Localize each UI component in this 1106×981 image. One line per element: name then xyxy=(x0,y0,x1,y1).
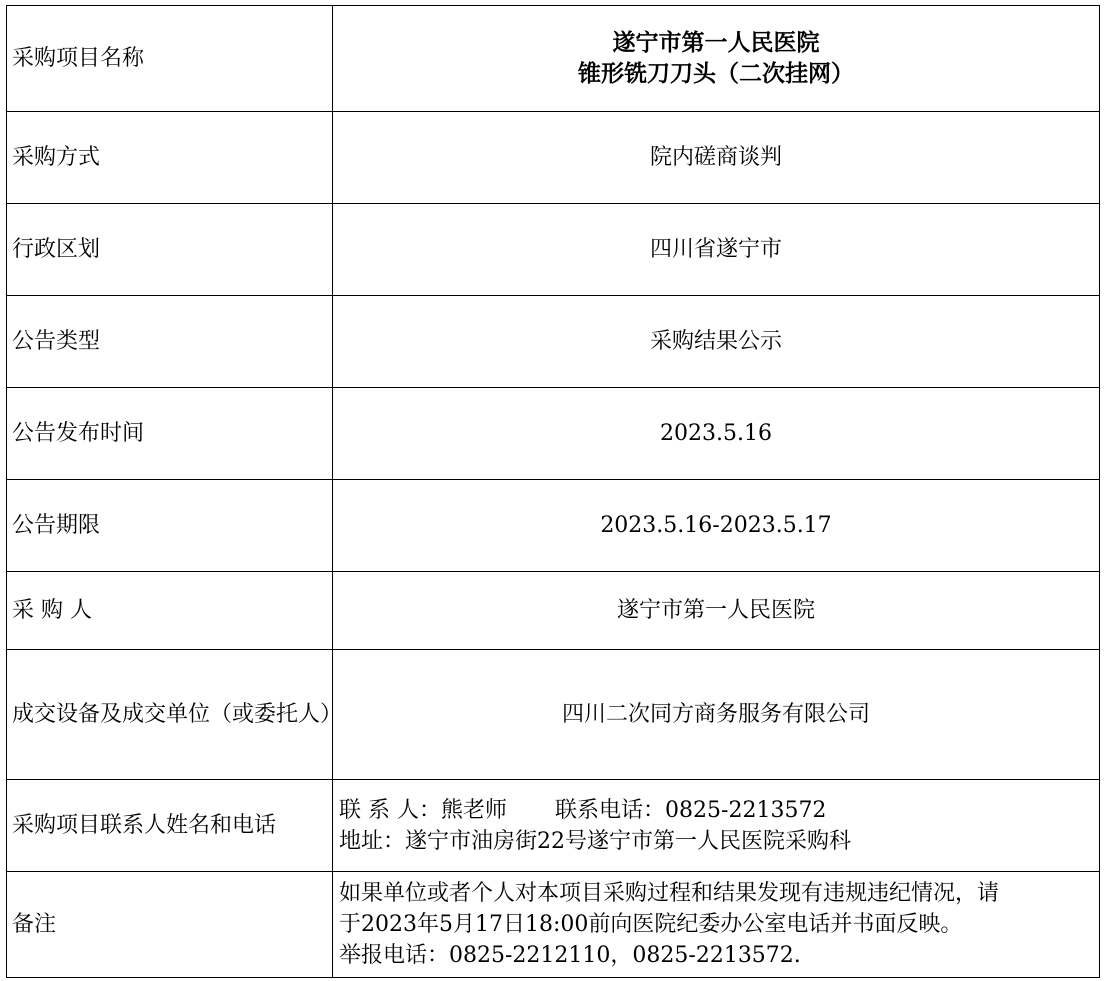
table-row xyxy=(7,388,1100,480)
table-row xyxy=(7,780,1100,872)
purchaser-value: 遂宁市第一人民医院 xyxy=(333,572,1100,650)
winning-supplier-value: 四川二次同方商务服务有限公司 xyxy=(333,650,1100,780)
notice-type-value: 采购结果公示 xyxy=(333,296,1100,388)
contact-name: 熊老师 xyxy=(441,797,508,823)
table-row xyxy=(7,650,1100,780)
row-label: 公告期限 xyxy=(7,480,333,572)
remarks-line: 于2023年5月17日18:00前向医院纪委办公室电话并书面反映。 xyxy=(339,912,963,937)
row-label: 成交设备及成交单位（或委托人） xyxy=(7,650,333,780)
row-label: 公告类型 xyxy=(7,296,333,388)
row-label: 备注 xyxy=(7,872,333,978)
remarks-cell xyxy=(333,872,1100,978)
procurement-notice-table xyxy=(6,5,1100,978)
contact-cell xyxy=(333,780,1100,872)
procurement-method-value: 院内磋商谈判 xyxy=(333,112,1100,204)
contact-phone: 0825-2213572 xyxy=(665,797,827,823)
table-row xyxy=(7,112,1100,204)
table-row xyxy=(7,572,1100,650)
project-name-cell xyxy=(333,6,1100,112)
contact-line xyxy=(339,795,1099,826)
publish-date-value: 2023.5.16 xyxy=(333,388,1100,480)
contact-label: 联 系 人： xyxy=(339,797,441,823)
row-label: 采 购 人 xyxy=(7,572,333,650)
row-label: 行政区划 xyxy=(7,204,333,296)
remarks-line: 如果单位或者个人对本项目采购过程和结果发现有违规违纪情况，请 xyxy=(339,881,1000,906)
project-name-line: 锥形铣刀刀头（二次挂网） xyxy=(578,60,854,87)
region-value: 四川省遂宁市 xyxy=(333,204,1100,296)
notice-period-value: 2023.5.16-2023.5.17 xyxy=(333,480,1100,572)
row-label: 公告发布时间 xyxy=(7,388,333,480)
phone-label: 联系电话： xyxy=(555,797,666,823)
row-label: 采购项目名称 xyxy=(7,6,333,112)
row-label: 采购项目联系人姓名和电话 xyxy=(7,780,333,872)
remarks-line: 举报电话：0825-2212110，0825-2213572. xyxy=(339,943,801,968)
address-line: 地址：遂宁市油房街22号遂宁市第一人民医院采购科 xyxy=(339,828,851,854)
table-row xyxy=(7,480,1100,572)
table-row xyxy=(7,296,1100,388)
table-row xyxy=(7,204,1100,296)
project-name-line: 遂宁市第一人民医院 xyxy=(612,29,820,56)
table-row xyxy=(7,6,1100,112)
table-row xyxy=(7,872,1100,978)
row-label: 采购方式 xyxy=(7,112,333,204)
